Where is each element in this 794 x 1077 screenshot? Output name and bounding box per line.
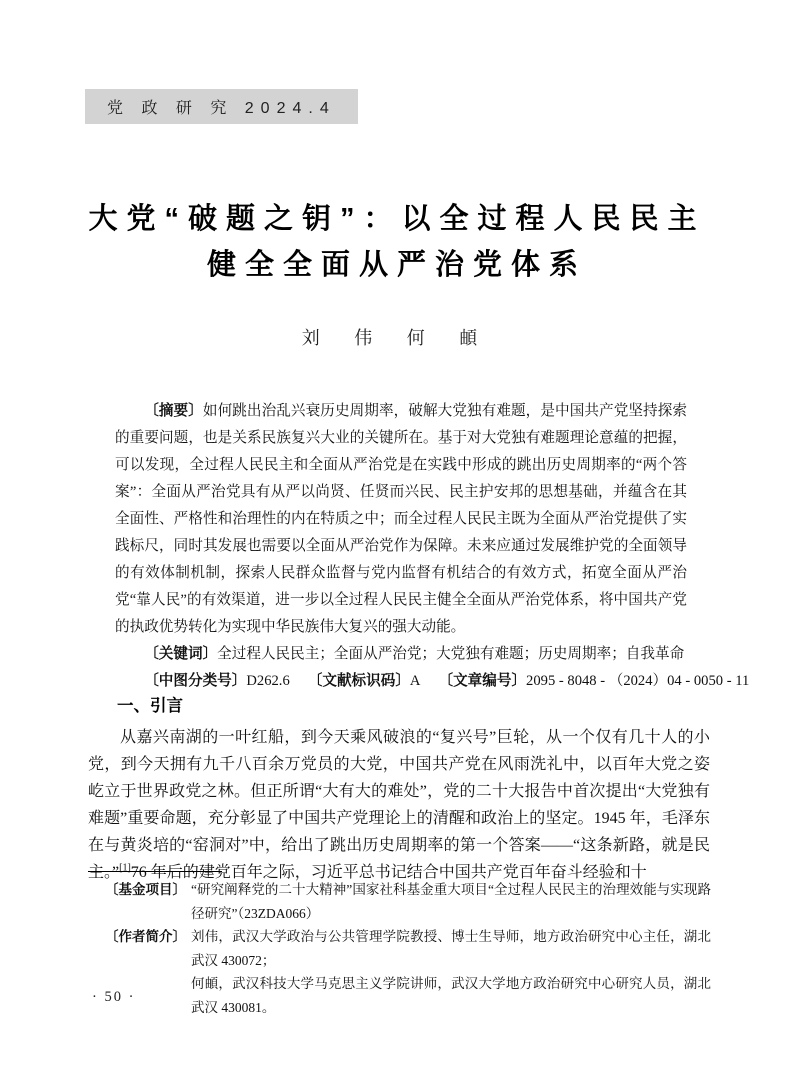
doc-code-value: A bbox=[409, 673, 421, 689]
keywords bbox=[115, 641, 687, 668]
clc-value: D262.6 bbox=[246, 673, 290, 689]
keywords-label: 〔关键词〕 bbox=[144, 646, 218, 662]
reference-marker: [1] bbox=[119, 862, 131, 874]
author-bio-note bbox=[105, 925, 711, 1019]
footnote-separator-rule bbox=[88, 871, 222, 872]
body-text-after-ref: 76 年后的建党百年之际，习近平总书记结合中国共产党百年奋斗经验和十 bbox=[130, 864, 647, 881]
article-title-line2: 健全全面从严治党体系 bbox=[206, 249, 587, 281]
keywords-text: 全过程人民民主；全面从严治党；大党独有难题；历史周期率；自我革命 bbox=[217, 646, 685, 662]
abstract-text: 如何跳出治乱兴衰历史周期率，破解大党独有难题，是中国共产党坚持探索的重要问题，也是关系民族复兴大业的关键所在。基于对大党独有难题理论意蕴的把握，可以发现，全过程人民民主和全面从严治党是在实践中形成的跳出历史周期率的“两个答案”：全面从严治党具有从严以尚贤、任贤而兴民、民主护安邦的思想基础，并蕴含在其全面性、严格性和治理性的内在特质之中；而全过程人民民主既为全面从严治党提供了实践标尺，同时其发展也需要以全面从严治党作为保障。未来应通过发展维护党的全面领导的有效体制机制，探索人民群众监督与党内监督有机结合的有效方式，拓宽全面从严治党“靠人民”的有效渠道，进一步以全过程人民民主健全全面从严治党体系，将中国共产党的执政优势转化为实现中华民族伟大复兴的强大动能。 bbox=[115, 403, 687, 635]
footnotes bbox=[105, 878, 711, 1019]
author-bio-item-2: 何頔，武汉科技大学马克思主义学院讲师，武汉大学地方政治研究中心研究人员，湖北 武汉 430081。 bbox=[191, 976, 711, 1015]
front-matter bbox=[115, 398, 750, 695]
article-title bbox=[0, 196, 794, 288]
fund-project-text: “研究阐释党的二十大精神”国家社科基金重大项目“全过程人民民主的治理效能与实现路径研究”（23ZDA066） bbox=[191, 882, 711, 921]
fund-project-note bbox=[105, 878, 711, 925]
article-title-line1: 大党“破题之钥”：以全过程人民民主 bbox=[88, 203, 706, 235]
author-bio-label: 〔作者简介〕 bbox=[105, 929, 186, 944]
author-bio-item-1: 刘伟，武汉大学政治与公共管理学院教授、博士生导师，地方政治研究中心主任，湖北 武汉 430072； bbox=[191, 929, 711, 968]
abstract-label: 〔摘要〕 bbox=[144, 403, 203, 419]
article-id-label: 〔文章编号〕 bbox=[438, 673, 527, 689]
article-id-value: 2095 - 8048 - （2024）04 - 0050 - 11 bbox=[526, 673, 750, 689]
body-paragraph bbox=[88, 724, 710, 886]
author-names: 刘 伟 何 頔 bbox=[301, 328, 493, 348]
section-heading-introduction: 一、引言 bbox=[117, 697, 183, 715]
clc-label: 〔中图分类号〕 bbox=[144, 673, 247, 689]
classification-line bbox=[115, 668, 750, 695]
doc-code-label: 〔文献标识码〕 bbox=[307, 673, 410, 689]
page-number: · 50 · bbox=[92, 989, 136, 1005]
journal-header-badge: 党 政 研 究 2024.4 bbox=[85, 89, 358, 124]
fund-project-label: 〔基金项目〕 bbox=[105, 882, 186, 897]
body-text-before-ref: 从嘉兴南湖的一叶红船，到今天乘风破浪的“复兴号”巨轮，从一个仅有几十人的小党，到今天拥有九千八百余万党员的大党，中国共产党在风雨洗礼中，以百年大党之姿屹立于世界政党之林。但正所谓“大有大的难处”，党的二十大报告中首次提出“大党独有难题”重要命题，充分彰显了中国共产党理论上的清醒和政治上的坚定。1945 年，毛泽东在与黄炎培的“窑洞对”中，给出了跳出历史周期率的第一个答案——“这条新路，就是民主。” bbox=[88, 729, 710, 881]
abstract bbox=[115, 398, 687, 641]
